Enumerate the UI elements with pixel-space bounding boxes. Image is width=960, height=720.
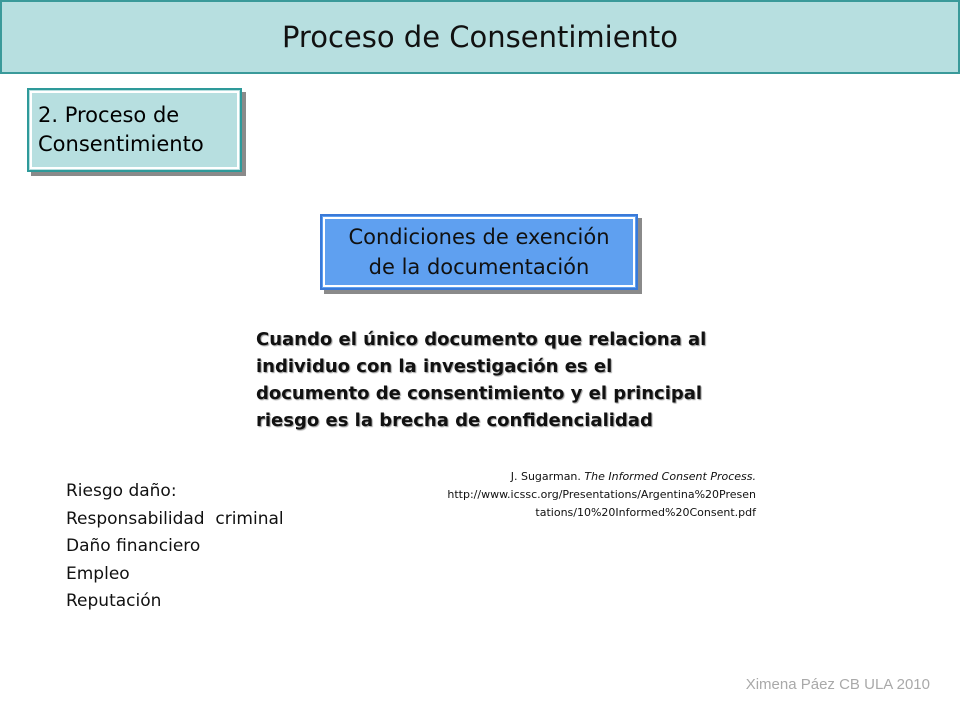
reference-citation [370,468,756,522]
section-label-line2: Consentimiento [38,132,204,156]
section-label-box [27,88,242,172]
reference-author: J. Sugarman. [510,470,581,483]
risk-item: Daño financiero [66,536,201,556]
risk-item: Reputación [66,591,162,611]
section-label-line1: 2. Proceso de [38,103,180,127]
risk-heading: Riesgo daño: [66,481,177,501]
reference-title: The Informed Consent Process. [584,470,756,483]
risk-item: Responsabilidad criminal [66,508,284,529]
reference-url-line2: tations/10%20Informed%20Consent.pdf [535,506,756,519]
slide-title-bar [0,0,960,74]
condition-line2: de la documentación [368,255,590,279]
condition-statement: Cuando el único documento que relaciona al individuo con la investigación es el documento de consentimiento y el principal riesgo es la brecha de confidencialidad [256,329,707,431]
reference-url-line1: http://www.icssc.org/Presentations/Argentina%20Presen [447,488,756,501]
condition-box [320,214,638,290]
condition-line1: Condiciones de exención [348,225,610,249]
slide-title: Proceso de Consentimiento [281,20,679,54]
footer-credit: Ximena Páez CB ULA 2010 [745,676,930,693]
risk-list [66,478,284,616]
risk-item: Empleo [66,563,130,584]
